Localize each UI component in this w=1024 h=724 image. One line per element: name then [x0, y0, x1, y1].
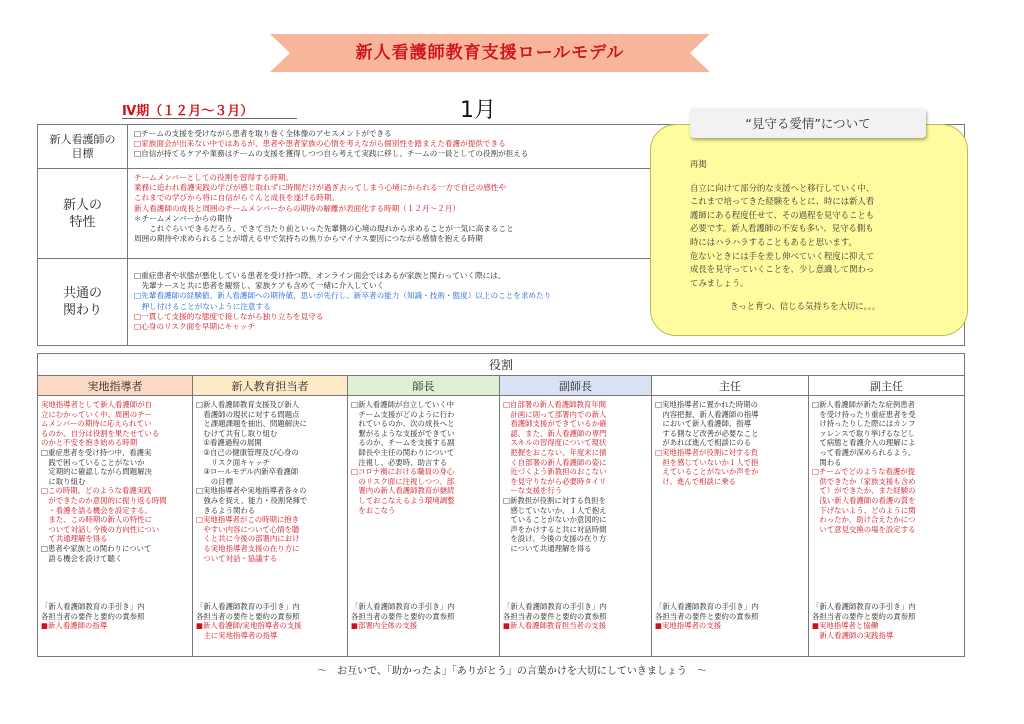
- role-line: □この時期、どのような看護実践: [41, 486, 152, 496]
- role-body: [812, 400, 962, 534]
- row-line: 業務に追われ看護実践の学びが感じ取れずに時間だけが過ぎ去ってしまう心境にかられる一方で自己の感性や: [134, 183, 507, 193]
- role-line: □実地指導者が役割に対する負: [655, 447, 759, 457]
- role-line: る実地指導者支援の在り方に: [196, 543, 300, 553]
- role-line: 担を感じていないか１人で抱: [655, 457, 759, 467]
- role-reference-line: ■実地指導者と協働: [812, 621, 879, 631]
- role-line: を受け持ったり重症患者を受: [812, 409, 916, 419]
- role-line: □患者や家族との関わりについて: [41, 543, 152, 553]
- role-line: やすい内容について心情を聴: [196, 524, 300, 534]
- role-line: ーな支援を行う: [503, 486, 563, 496]
- bubble-repost: 再掲: [690, 159, 707, 169]
- role-reference-line: ■新人看護師の指導: [41, 621, 108, 631]
- row-line: □チームの支援を受けながら患者を取り巻く全体像のアセスメントができる: [134, 129, 392, 138]
- role-line: と課題課題を抽出、問題解決に: [196, 419, 307, 429]
- role-column: [809, 376, 964, 657]
- role-reference-line: 「新人看護師教育の手引き」内: [41, 602, 145, 611]
- role-line: □実地指導者や実地指導者各々の: [196, 486, 307, 496]
- role-line: け、進んで相談に乗る: [655, 476, 737, 486]
- row-line: 周囲の期待や求められることが増える中で気持ちの焦りからマイナス要因につながる感情を抱える時期: [134, 234, 483, 244]
- row-line: □重症患者や状態が悪化している患者を受け持つ際、オンライン面会ではあるが家族と関わっていく際には、: [134, 271, 506, 280]
- role-reference-line: 「新人看護師教育の手引き」内: [812, 602, 916, 611]
- row-line: □家族面会が出来ない中ではあるが、患者や患者家族の心情を考えながら個別性を踏まえた看護が提供できる: [134, 139, 506, 149]
- row-line: チームメンバーとしての役割を習得する時期。: [134, 173, 293, 182]
- role-reference-line: 各担当者の要件と要約の責参照: [351, 611, 455, 621]
- role-line: て病態と看護介入の理解によ: [812, 438, 916, 448]
- role-line: 内容把握、新人看護師の指導: [655, 409, 759, 419]
- roles-title: 役割: [38, 354, 964, 376]
- role-line: むけて共有し取り組む: [196, 428, 278, 438]
- role-line: ・看護を語る機会を設定する。: [41, 505, 152, 515]
- role-line: □実地指導者に置かれた時期の: [655, 400, 759, 409]
- role-line: ついて対話し今後の方向性につい: [41, 524, 160, 534]
- role-head: 副師長: [500, 376, 651, 396]
- row-line: ＊チームメンバーからの期待: [134, 213, 233, 223]
- role-reference-line: 新人看護師の実践指導: [812, 630, 894, 640]
- row-line: □心身のリスク面を早期にキャッチ: [134, 322, 255, 332]
- role-line: 供できたか（家族支援も含め: [812, 476, 916, 486]
- role-line: て）ができたか、また経験の: [812, 486, 916, 496]
- row-head-goal: 新人看護師の 目標: [38, 125, 128, 168]
- role-line: する側など改善が必要なこと: [655, 428, 759, 438]
- row-line: □一貫して支援的な態度で接しながら独り立ちを見守る: [134, 311, 324, 321]
- role-line: 繋がるような支援ができてい: [351, 428, 455, 438]
- role-column: [193, 376, 348, 657]
- bubble-title: “見守る愛情”について: [690, 108, 926, 138]
- role-reference: [655, 602, 806, 631]
- role-line: □新人看護師が新たな症例患者: [812, 400, 916, 409]
- month-label: 1月: [460, 98, 496, 123]
- role-column: [348, 376, 500, 657]
- role-reference: [41, 602, 190, 631]
- role-line: また、この時期の新人の特性に: [41, 515, 152, 525]
- role-line: 近づくよう新教担のおこない: [503, 467, 607, 477]
- bubble-text: [690, 158, 960, 314]
- role-line: スキルの習得度について現状: [503, 438, 607, 448]
- row-line: 押し付けることがないように注意する: [134, 301, 271, 311]
- role-head: 副主任: [809, 376, 964, 396]
- role-line: ムメンバーの期待に応えられてい: [41, 419, 152, 429]
- row-head-traits: 新人の 特性: [38, 169, 128, 258]
- role-line: 浅い新人看護師の看護の質を: [812, 495, 916, 505]
- role-reference-line: 各担当者の要件と要約の責参照: [655, 611, 759, 621]
- role-line: ①看護過程の展開: [196, 438, 262, 448]
- role-head: 主任: [652, 376, 808, 396]
- role-line: く自部署の新人看護師の姿に: [503, 457, 607, 467]
- footer-message: ～ お互いで、「助かったよ」「ありがとう」の言葉かけを大切にしていきましょう ～: [317, 666, 707, 677]
- role-line: 師長や主任の関わりについて: [351, 447, 455, 457]
- role-line: ができたのか意図的に振り返る時間: [41, 495, 167, 505]
- role-line: の目標: [196, 476, 233, 486]
- role-reference-line: 各担当者の要件と要約の責参照: [196, 611, 300, 621]
- role-line: ついて対話・協議する: [196, 553, 278, 563]
- role-line: 署内の新人看護師教育が継続: [351, 486, 455, 496]
- role-line: □自部署の新人看護師教育年間: [503, 400, 607, 409]
- role-line: 注視し、必要時、助言する: [351, 457, 448, 467]
- bubble-line: 必要です。新人看護師の不安も多い、見守る側も: [690, 223, 874, 234]
- role-line: 語る機会を設けて聴く: [41, 553, 123, 563]
- role-reference-line: 「新人看護師教育の手引き」内: [503, 602, 607, 611]
- period-underline: [122, 118, 297, 119]
- role-line: 実地指導者として新人看護師が自: [41, 400, 152, 409]
- role-line: ていることがないか意図的に: [503, 515, 607, 525]
- role-line: □重症患者を受け持つ中、看護実: [41, 447, 152, 457]
- role-line: くと共に今後の部署内におけ: [196, 534, 300, 544]
- role-line: ②自己の健康管理及び心身の: [196, 447, 299, 457]
- role-line: 践で困っていることがないか: [41, 457, 145, 467]
- role-line: 下げないよう、どのように関: [812, 505, 916, 515]
- role-reference-line: 各担当者の要件と要約の責参照: [41, 611, 145, 621]
- role-line: □新人看護師教育支援及び新人: [196, 400, 300, 409]
- role-line: 立にむかっていく中、周囲のチー: [41, 409, 152, 419]
- role-line: 看護師の現状に対する問題点: [196, 409, 300, 419]
- role-column: [652, 376, 809, 657]
- role-line: 声をかけすると共に対話時間: [503, 524, 607, 534]
- role-reference-line: 「新人看護師教育の手引き」内: [196, 602, 300, 611]
- bubble-closing: きっと育つ、信じる気持ちを大切に。。。: [730, 301, 881, 312]
- role-line: いて意見交換の場を設定する: [812, 524, 916, 534]
- role-body: [351, 400, 497, 515]
- role-reference-line: ■新人看護師/実地指導者の支援: [196, 621, 302, 631]
- role-reference-line: ■部署内全体の支援: [351, 621, 418, 631]
- row-line: □先輩看護師の経験値、新人看護師への期待値、思いが先行し、新卒者の能力（知識・技術・態度）以上のことを求めたり: [134, 291, 552, 301]
- role-line: □新人看護師が自立していく中: [351, 400, 455, 409]
- role-line: 関わる: [812, 457, 842, 467]
- role-reference-line: ■実地指導者の支援: [655, 621, 722, 631]
- role-line: け持ったりした際にはカンフ: [812, 419, 916, 429]
- role-column: [38, 376, 193, 657]
- roles-table: [37, 353, 965, 657]
- role-body: [196, 400, 345, 563]
- role-reference-line: 「新人看護師教育の手引き」内: [351, 602, 455, 611]
- page-title: 新人看護師教育支援ロールモデル: [355, 43, 625, 63]
- role-head: 新人教育担当者: [193, 376, 347, 396]
- bubble-line: これまで培ってきた経験をもとに、時には新人看: [690, 196, 875, 207]
- role-line: 定期的に確認しながら問題解決: [41, 467, 152, 477]
- row-line: □自信が持てるケアや業務はチームの支援を獲得しつつ自ら考えて実践に移し、チームの一員としての役割が担える: [134, 149, 529, 159]
- role-line: □新教担が役割に対する負担を: [503, 495, 607, 505]
- bubble-line: 時にはハラハラすることもあると思います。: [690, 236, 857, 247]
- role-line: □チームでどのような看護が提: [812, 467, 916, 477]
- role-body: [503, 400, 649, 554]
- role-line: 認、また、新人看護師の専門: [503, 428, 607, 438]
- role-line: チーム支援がどのように行わ: [351, 409, 455, 419]
- role-line: ァレンスで取り挙げるなどし: [812, 428, 916, 438]
- role-line: □実地指導者がこの時期に抱き: [196, 515, 300, 525]
- bubble-line: 危ないときには手を差し伸べていく程度に抑えて: [690, 250, 875, 261]
- row-line: これまでの学びから将に自信がらぐんと成長を遂げる時期。: [134, 193, 340, 203]
- role-line: って看護が深められるよう、: [812, 447, 916, 457]
- bubble-line: 護師にある程度任せて、その過程を見守ることも: [690, 209, 875, 220]
- period-label: Ⅳ期（１２月～３月）: [122, 104, 254, 119]
- role-head: 実地指導者: [38, 376, 192, 396]
- role-column: [500, 376, 652, 657]
- role-line: に取り組む: [41, 476, 86, 486]
- role-reference: [196, 602, 345, 640]
- role-reference-line: 「新人看護師教育の手引き」内: [655, 602, 759, 611]
- role-line: しておこなえるよう環境調整: [351, 495, 455, 505]
- role-line: について共通理解を得る: [503, 543, 592, 553]
- role-line: て共通理解を得る: [41, 534, 108, 544]
- row-line: 新人看護師の成長と周囲のチームメンバーからの期待の解離が表面化する時期（１２月～２月）: [134, 203, 460, 213]
- role-reference-line: 主に実地指導者の指導: [196, 630, 278, 640]
- role-line: わったか、助け合えたかにつ: [812, 515, 916, 525]
- role-line: 強みを捉え、能力・役割発揮で: [196, 495, 308, 505]
- role-line: えていることがないか声をか: [655, 467, 759, 477]
- role-head: 師長: [348, 376, 499, 396]
- title-banner: [270, 30, 710, 76]
- bubble-line: てみましょう。: [690, 277, 749, 288]
- role-line: があれば進んで相談にのる: [655, 438, 752, 448]
- role-body: [41, 400, 190, 563]
- row-head-common: 共通の 関わり: [38, 259, 128, 345]
- role-reference: [812, 602, 962, 640]
- bubble-line: 自立に向けて部分的な支援へと移行していく中、: [690, 182, 875, 193]
- role-line: □コロナ禍における職員の身心: [351, 467, 455, 477]
- role-line: るのか、チームを支援する副: [351, 438, 455, 448]
- role-reference-line: 各担当者の要件と要約の責参照: [812, 611, 916, 621]
- role-line: を見守りながら必要時タイリ: [503, 476, 607, 486]
- role-line: きるよう関わる: [196, 505, 256, 515]
- row-line: 先輩ナースと共に患者を観察し、家族ケアも含めて一緒に介入していく: [134, 281, 385, 291]
- role-reference: [503, 602, 649, 631]
- role-line: れているのか、次の成長へと: [351, 419, 455, 429]
- role-reference: [351, 602, 497, 631]
- row-line: これぐらいできるだろう、できて当たり前といった先輩側の心境の現れから求めることが一気に高まること: [134, 224, 514, 234]
- role-line: 感じていないか、１人で抱え: [503, 505, 607, 515]
- role-line: のかと不安を抱き始める時期: [41, 438, 138, 448]
- role-body: [655, 400, 806, 486]
- role-line: ③ロールモデル内新卒看護師: [196, 467, 299, 477]
- role-line: をおこなう: [351, 505, 396, 515]
- role-line: を設け、今後の支援の在り方: [503, 534, 607, 544]
- role-reference-line: 各担当者の要件と要約の責参照: [503, 611, 607, 621]
- role-line: 把握をおこない、年度末に描: [503, 447, 607, 457]
- role-reference-line: ■新人看護師教育担当者の支援: [503, 621, 607, 631]
- role-line: において新人看護師、指導: [655, 419, 752, 429]
- role-line: のリスク面に注視しつつ、部: [351, 476, 455, 486]
- bubble-line: 成長を見守っていくことを、少し意識して関わっ: [690, 264, 875, 275]
- role-line: るのか、自分は役割を果たせている: [41, 428, 160, 438]
- role-line: 看護師支援ができているか確: [503, 419, 607, 429]
- role-line: 計画に則って部署内での新人: [503, 409, 607, 419]
- role-line: リスク面キャッチ: [196, 457, 270, 467]
